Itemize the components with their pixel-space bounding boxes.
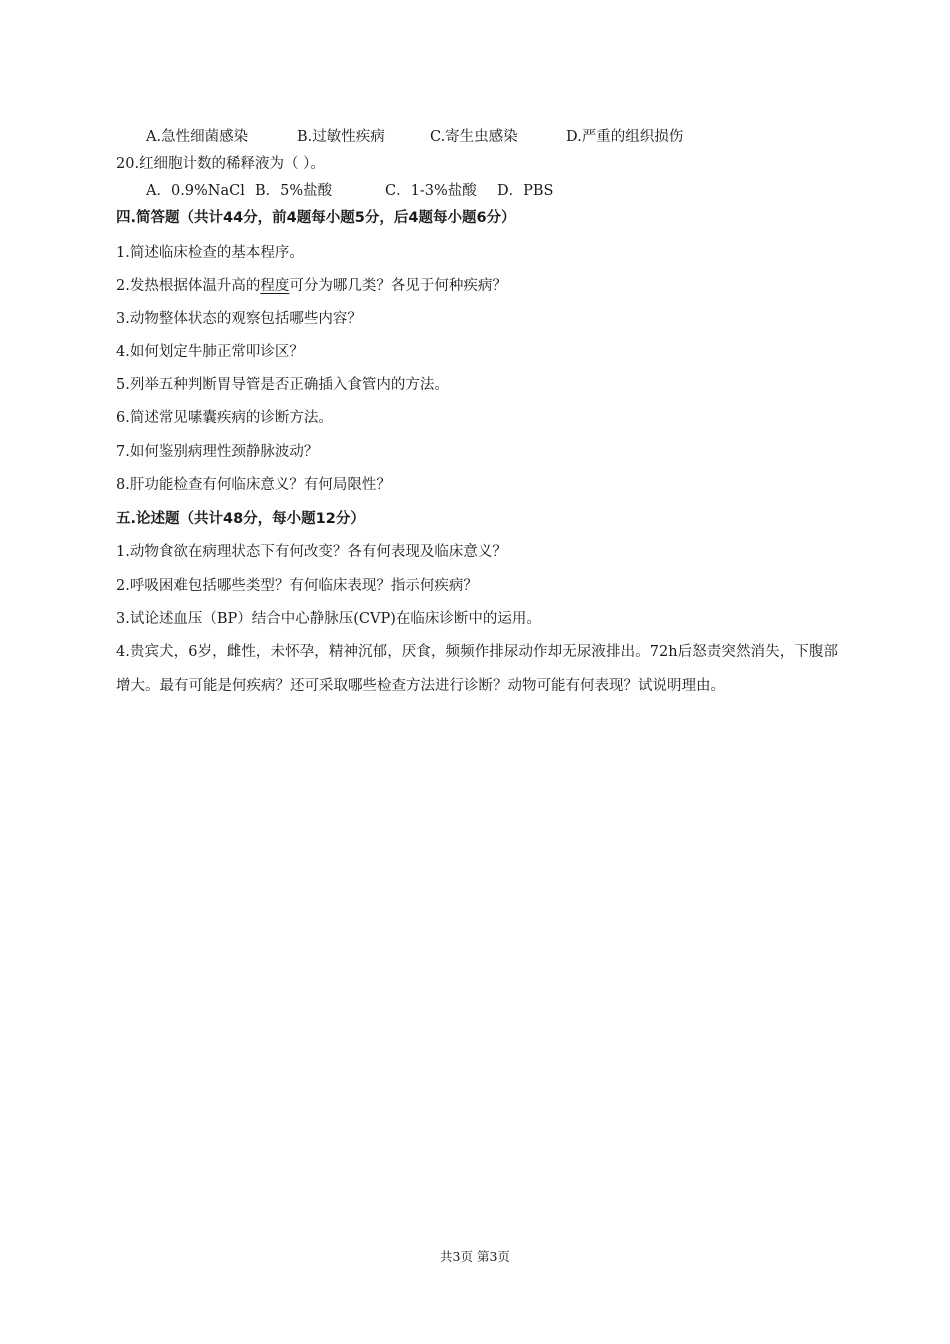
s5-question-4: 4.贵宾犬，6岁，雌性，未怀孕，精神沉郁，厌食，频频作排尿动作却无尿液排出。72h后怒责突然消失，下腹部增大。最有可能是何疾病？还可采取哪些检查方法进行诊断？动物可能有何表现？试说明理由。 <box>116 644 838 694</box>
q19-option-a: A.急性细菌感染 <box>146 129 249 145</box>
s4-question-1: 1.简述临床检查的基本程序。 <box>116 245 304 261</box>
s4-q2-underlined: 程度 <box>260 278 290 294</box>
q20-stem: 20.红细胞计数的稀释液为（ ）。 <box>116 156 325 172</box>
q19-option-c: C.寄生虫感染 <box>430 129 518 145</box>
q20-option-a: A．0.9%NaCl <box>146 183 245 199</box>
q19-option-d: D.严重的组织损伤 <box>566 129 684 145</box>
s4-question-6: 6.简述常见嗉囊疾病的诊断方法。 <box>116 410 333 426</box>
q20-option-d: D．PBS <box>497 183 554 199</box>
s5-question-1: 1.动物食欲在病理状态下有何改变？各有何表现及临床意义？ <box>116 544 507 560</box>
page-footer: 共3页 第3页 <box>440 1249 510 1264</box>
section-5-heading: 五.论述题（共计48分，每小题12分） <box>116 511 365 527</box>
s5-question-3: 3.试论述血压（BP）结合中心静脉压(CVP)在临床诊断中的运用。 <box>116 611 541 627</box>
s4-question-8: 8.肝功能检查有何临床意义？有何局限性？ <box>116 477 391 493</box>
s4-question-7: 7.如何鉴别病理性颈静脉波动？ <box>116 444 319 460</box>
s4-question-4: 4.如何划定牛肺正常叩诊区？ <box>116 344 304 360</box>
s5-question-2: 2.呼吸困难包括哪些类型？有何临床表现？指示何疾病？ <box>116 578 478 594</box>
s4-question-3: 3.动物整体状态的观察包括哪些内容？ <box>116 311 362 327</box>
q19-option-b: B.过敏性疾病 <box>297 129 385 145</box>
s4-question-2 <box>116 276 507 296</box>
q20-option-b: B．5%盐酸 <box>255 183 333 199</box>
s4-q2-pre: 2.发热根据体温升高的 <box>116 278 261 294</box>
s4-question-5: 5.列举五种判断胃导管是否正确插入食管内的方法。 <box>116 377 449 393</box>
s4-q2-post: 可分为哪几类？各见于何种疾病？ <box>289 278 507 294</box>
section-4-heading: 四.简答题（共计44分，前4题每小题5分，后4题每小题6分） <box>116 210 516 226</box>
q20-option-c: C．1-3%盐酸 <box>385 183 477 199</box>
